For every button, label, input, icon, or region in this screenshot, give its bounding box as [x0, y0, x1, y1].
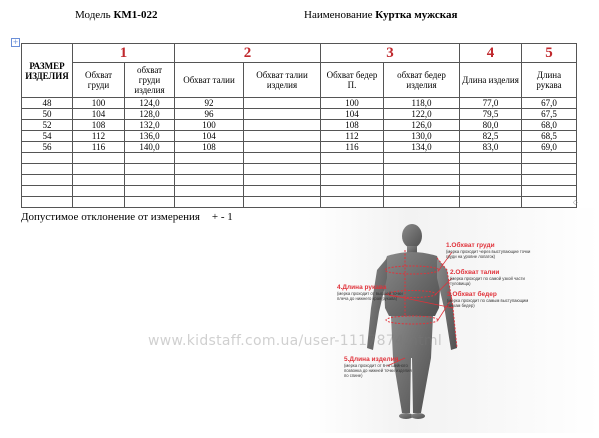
- empty-cell: [175, 197, 244, 208]
- empty-table-row: [22, 164, 577, 175]
- value-cell: 140,0: [125, 142, 175, 153]
- value-cell: [244, 131, 321, 142]
- group-number-4: 4: [460, 44, 522, 63]
- value-cell: 67,5: [522, 109, 577, 120]
- col-header-hips-garment: обхват бедер изделия: [384, 63, 460, 98]
- value-cell: [244, 142, 321, 153]
- empty-cell: [522, 186, 577, 197]
- empty-cell: [321, 186, 384, 197]
- table-row: [22, 98, 577, 109]
- annotation-waist: 2.Обхват талии (мерка проходит по самой узкой части туловища): [450, 269, 525, 286]
- value-cell: 68,5: [522, 131, 577, 142]
- annotation-chest: 1.Обхват груди (мерка проходит через выступающие точки груди на уровне лопаток): [446, 242, 531, 259]
- tolerance-value: + - 1: [211, 211, 233, 223]
- empty-cell: [22, 197, 73, 208]
- watermark: www.kidstaff.com.ua/user-1117874.html: [148, 333, 443, 349]
- empty-cell: [384, 197, 460, 208]
- value-cell: 92: [175, 98, 244, 109]
- value-cell: 112: [321, 131, 384, 142]
- value-cell: 126,0: [384, 120, 460, 131]
- size-cell: 56: [22, 142, 73, 153]
- empty-cell: [522, 197, 577, 208]
- table-row: [22, 109, 577, 120]
- value-cell: 104: [73, 109, 125, 120]
- empty-cell: [244, 164, 321, 175]
- empty-cell: [460, 186, 522, 197]
- empty-cell: [125, 153, 175, 164]
- size-column-header: РАЗМЕР ИЗДЕЛИЯ: [22, 44, 73, 98]
- empty-cell: [73, 164, 125, 175]
- size-cell: 50: [22, 109, 73, 120]
- empty-cell: [22, 186, 73, 197]
- empty-table-row: [22, 175, 577, 186]
- col-header-chest-garment: обхват груди изделия: [125, 63, 175, 98]
- empty-cell: [175, 175, 244, 186]
- measurement-figure: [307, 208, 599, 433]
- table-row: [22, 131, 577, 142]
- value-cell: 69,0: [522, 142, 577, 153]
- value-cell: 96: [175, 109, 244, 120]
- empty-cell: [125, 197, 175, 208]
- value-cell: 82,5: [460, 131, 522, 142]
- empty-cell: [73, 197, 125, 208]
- value-cell: 79,5: [460, 109, 522, 120]
- model-value: КМ1-022: [113, 9, 158, 21]
- value-cell: 130,0: [384, 131, 460, 142]
- name-value: Куртка мужская: [375, 9, 458, 21]
- empty-cell: [73, 153, 125, 164]
- name-header: [304, 9, 457, 21]
- empty-cell: [522, 164, 577, 175]
- empty-cell: [175, 153, 244, 164]
- empty-cell: [244, 175, 321, 186]
- empty-cell: [244, 186, 321, 197]
- empty-cell: [73, 186, 125, 197]
- col-header-hips: Обхват бедер П.: [321, 63, 384, 98]
- empty-cell: [522, 175, 577, 186]
- empty-cell: [244, 153, 321, 164]
- name-label: Наименование: [304, 9, 373, 21]
- value-cell: [244, 98, 321, 109]
- empty-table-row: [22, 153, 577, 164]
- empty-cell: [321, 164, 384, 175]
- empty-cell: [384, 153, 460, 164]
- value-cell: 108: [175, 142, 244, 153]
- empty-table-row: [22, 197, 577, 208]
- value-cell: 67,0: [522, 98, 577, 109]
- value-cell: [244, 120, 321, 131]
- empty-cell: [384, 186, 460, 197]
- empty-cell: [73, 175, 125, 186]
- empty-cell: [460, 175, 522, 186]
- value-cell: 122,0: [384, 109, 460, 120]
- col-header-waist: Обхват талии: [175, 63, 244, 98]
- value-cell: 116: [321, 142, 384, 153]
- value-cell: 108: [321, 120, 384, 131]
- value-cell: 100: [73, 98, 125, 109]
- annotation-sleeve: 4.Длина рукава (мерка проходит от высшей точки плеча до нижнего края рукава): [337, 284, 403, 301]
- value-cell: 116: [73, 142, 125, 153]
- empty-cell: [125, 164, 175, 175]
- size-table: [21, 43, 577, 208]
- empty-cell: [125, 175, 175, 186]
- size-cell: 52: [22, 120, 73, 131]
- table-row: [22, 120, 577, 131]
- table-move-handle-icon[interactable]: +: [12, 38, 19, 46]
- value-cell: 128,0: [125, 109, 175, 120]
- value-cell: 132,0: [125, 120, 175, 131]
- empty-cell: [384, 175, 460, 186]
- annotation-hips: 3.Обхват бедер (мерка проходит по самым выступающим точкам бедер): [447, 291, 529, 308]
- empty-cell: [22, 164, 73, 175]
- size-cell: 54: [22, 131, 73, 142]
- empty-cell: [22, 153, 73, 164]
- model-label: Модель: [75, 9, 111, 21]
- value-cell: 104: [175, 131, 244, 142]
- value-cell: 136,0: [125, 131, 175, 142]
- empty-cell: [175, 164, 244, 175]
- value-cell: [244, 109, 321, 120]
- tolerance-label: Допустимое отклонение от измерения: [21, 211, 200, 223]
- empty-cell: [460, 164, 522, 175]
- value-cell: 83,0: [460, 142, 522, 153]
- empty-cell: [321, 197, 384, 208]
- group-number-5: 5: [522, 44, 577, 63]
- model-header: [75, 9, 157, 21]
- group-number-3: 3: [321, 44, 460, 63]
- table-row: [22, 142, 577, 153]
- annotation-length: 5.Длина изделия (мерка проходит от 6-го шейного позвонка до нижней точки изделия по спине): [344, 356, 412, 378]
- value-cell: 104: [321, 109, 384, 120]
- value-cell: 118,0: [384, 98, 460, 109]
- group-number-1: 1: [73, 44, 175, 63]
- empty-cell: [460, 153, 522, 164]
- col-header-length: Длина изделия: [460, 63, 522, 98]
- empty-cell: [321, 153, 384, 164]
- empty-cell: [522, 153, 577, 164]
- value-cell: 77,0: [460, 98, 522, 109]
- empty-cell: [460, 197, 522, 208]
- table-resize-handle-icon[interactable]: ◇: [573, 199, 578, 206]
- value-cell: 124,0: [125, 98, 175, 109]
- tolerance-note: [21, 211, 233, 223]
- group-number-2: 2: [175, 44, 321, 63]
- value-cell: 108: [73, 120, 125, 131]
- col-header-waist-garment: Обхват талии изделия: [244, 63, 321, 98]
- value-cell: 134,0: [384, 142, 460, 153]
- value-cell: 100: [321, 98, 384, 109]
- empty-cell: [244, 197, 321, 208]
- empty-cell: [125, 186, 175, 197]
- empty-cell: [22, 175, 73, 186]
- value-cell: 80,0: [460, 120, 522, 131]
- empty-cell: [175, 186, 244, 197]
- value-cell: 112: [73, 131, 125, 142]
- size-cell: 48: [22, 98, 73, 109]
- col-header-chest: Обхват груди: [73, 63, 125, 98]
- value-cell: 68,0: [522, 120, 577, 131]
- empty-cell: [321, 175, 384, 186]
- value-cell: 100: [175, 120, 244, 131]
- empty-table-row: [22, 186, 577, 197]
- empty-cell: [384, 164, 460, 175]
- col-header-sleeve: Длина рукава: [522, 63, 577, 98]
